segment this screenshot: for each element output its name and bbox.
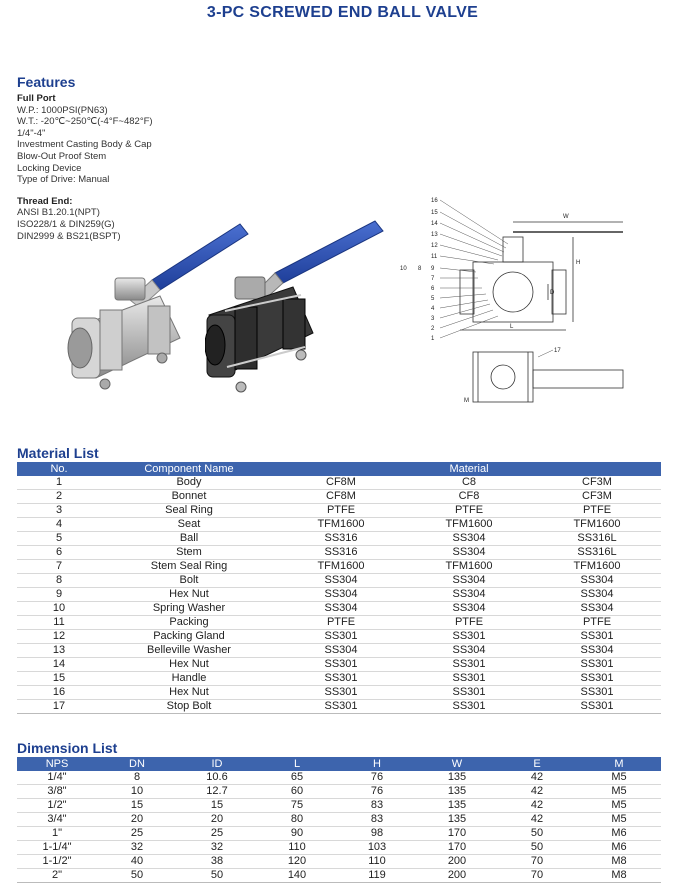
- black-valve-image: [205, 215, 395, 400]
- table-cell: 38: [177, 855, 257, 869]
- table-cell: 70: [497, 869, 577, 883]
- table-cell: 2": [17, 869, 97, 883]
- dimension-table-header: [17, 757, 661, 771]
- drawing-callout: 13: [431, 232, 438, 238]
- thread-line: ISO228/1 & DIN259(G): [17, 218, 115, 230]
- table-cell-m1: SS316: [277, 546, 405, 560]
- feature-line: Investment Casting Body & Cap: [17, 139, 152, 151]
- table-cell: 32: [177, 841, 257, 855]
- feature-line: Type of Drive: Manual: [17, 174, 110, 186]
- table-cell: 1": [17, 827, 97, 841]
- table-cell-name: Stop Bolt: [101, 700, 277, 714]
- table-cell-m3: SS301: [533, 630, 661, 644]
- table-cell-m3: SS301: [533, 686, 661, 700]
- table-cell: 50: [497, 827, 577, 841]
- table-cell: M8: [577, 869, 661, 883]
- table-row: [17, 546, 661, 560]
- table-cell: 8: [97, 771, 177, 785]
- table-cell: M6: [577, 841, 661, 855]
- table-cell-m3: SS301: [533, 658, 661, 672]
- table-cell-m1: CF8M: [277, 476, 405, 490]
- col-header: L: [257, 757, 337, 771]
- table-cell-m3: SS304: [533, 588, 661, 602]
- table-cell: M6: [577, 827, 661, 841]
- table-cell-no: 10: [17, 602, 101, 616]
- table-cell-m3: SS301: [533, 672, 661, 686]
- table-cell-m3: SS304: [533, 602, 661, 616]
- table-cell-m2: SS301: [405, 672, 533, 686]
- table-cell-m3: TFM1600: [533, 560, 661, 574]
- table-cell: M5: [577, 813, 661, 827]
- drawing-callout: 3: [431, 316, 435, 322]
- table-row: [17, 518, 661, 532]
- table-cell-m2: SS304: [405, 574, 533, 588]
- feature-line: W.T.: -20℃~250℃(-4°F~482°F): [17, 116, 153, 128]
- feature-line: 1/4"-4": [17, 127, 46, 139]
- col-header: DN: [97, 757, 177, 771]
- table-cell: 3/4": [17, 813, 97, 827]
- table-cell-m1: PTFE: [277, 504, 405, 518]
- table-cell: 10: [97, 785, 177, 799]
- table-cell-m1: SS304: [277, 644, 405, 658]
- table-cell: 70: [497, 855, 577, 869]
- table-cell-m2: PTFE: [405, 616, 533, 630]
- features-heading: Features: [17, 74, 76, 90]
- table-cell-m3: PTFE: [533, 504, 661, 518]
- table-cell: 42: [497, 785, 577, 799]
- table-row: [17, 869, 661, 883]
- table-row: [17, 827, 661, 841]
- table-cell-m2: SS301: [405, 658, 533, 672]
- table-cell: 40: [97, 855, 177, 869]
- feature-line: Blow-Out Proof Stem: [17, 150, 107, 162]
- table-row: [17, 644, 661, 658]
- drawing-callout: 4: [431, 306, 435, 312]
- table-cell: 98: [337, 827, 417, 841]
- table-cell: 1/2": [17, 799, 97, 813]
- table-cell-no: 17: [17, 700, 101, 714]
- table-cell-m2: C8: [405, 476, 533, 490]
- drawing-callout: 11: [431, 254, 438, 260]
- table-cell-no: 6: [17, 546, 101, 560]
- table-cell: 90: [257, 827, 337, 841]
- col-header: ID: [177, 757, 257, 771]
- table-cell-name: Belleville Washer: [101, 644, 277, 658]
- table-cell-m1: SS301: [277, 700, 405, 714]
- dim-w-label: W: [563, 214, 569, 220]
- drawing-callout: 9: [431, 266, 435, 272]
- table-cell-m2: SS301: [405, 630, 533, 644]
- table-row: [17, 855, 661, 869]
- table-row: [17, 476, 661, 490]
- table-cell: 32: [97, 841, 177, 855]
- table-row: [17, 560, 661, 574]
- table-row: [17, 799, 661, 813]
- feature-line: Locking Device: [17, 162, 82, 174]
- table-cell-m3: SS316L: [533, 546, 661, 560]
- thread-line: DIN2999 & BS21(BSPT): [17, 230, 121, 242]
- table-cell: 50: [177, 869, 257, 883]
- table-cell-m3: SS304: [533, 644, 661, 658]
- page-title: 3-PC SCREWED END BALL VALVE: [206, 4, 479, 21]
- table-cell: 110: [257, 841, 337, 855]
- table-cell: M5: [577, 771, 661, 785]
- table-cell: M5: [577, 799, 661, 813]
- dimension-table: [17, 757, 661, 883]
- table-cell: M5: [577, 785, 661, 799]
- col-header-material: Material: [277, 462, 661, 476]
- drawing-callout: 10: [400, 266, 407, 272]
- table-cell-m1: SS304: [277, 602, 405, 616]
- table-cell-m2: SS304: [405, 588, 533, 602]
- drawing-callout: 6: [431, 286, 435, 292]
- table-cell-m1: SS301: [277, 630, 405, 644]
- table-row: [17, 841, 661, 855]
- table-cell-m2: PTFE: [405, 504, 533, 518]
- material-table: [17, 462, 661, 714]
- table-cell-no: 4: [17, 518, 101, 532]
- table-cell: 135: [417, 813, 497, 827]
- table-cell-no: 7: [17, 560, 101, 574]
- table-cell-m1: CF8M: [277, 490, 405, 504]
- table-cell-m1: SS304: [277, 588, 405, 602]
- table-cell-name: Stem: [101, 546, 277, 560]
- table-cell: 76: [337, 785, 417, 799]
- drawing-callout: 16: [431, 198, 438, 204]
- table-cell-m1: SS301: [277, 658, 405, 672]
- drawing-callout: 12: [431, 243, 438, 249]
- table-row: [17, 813, 661, 827]
- drawing-callout: 14: [431, 221, 438, 227]
- table-cell: 20: [177, 813, 257, 827]
- table-cell-no: 5: [17, 532, 101, 546]
- table-cell-name: Handle: [101, 672, 277, 686]
- col-header: W: [417, 757, 497, 771]
- table-cell-name: Hex Nut: [101, 658, 277, 672]
- table-cell: 200: [417, 855, 497, 869]
- table-cell: 10.6: [177, 771, 257, 785]
- table-row: [17, 672, 661, 686]
- table-cell-m1: SS304: [277, 574, 405, 588]
- table-cell-m1: PTFE: [277, 616, 405, 630]
- table-row: [17, 785, 661, 799]
- table-cell: 25: [97, 827, 177, 841]
- drawing-callout: 1: [431, 336, 435, 342]
- table-cell-m3: PTFE: [533, 616, 661, 630]
- table-cell: 50: [97, 869, 177, 883]
- table-cell: 119: [337, 869, 417, 883]
- table-cell: 200: [417, 869, 497, 883]
- table-cell-m2: SS301: [405, 686, 533, 700]
- table-cell-m3: TFM1600: [533, 518, 661, 532]
- table-cell: 20: [97, 813, 177, 827]
- table-cell-name: Seat: [101, 518, 277, 532]
- table-cell-m1: SS301: [277, 672, 405, 686]
- table-cell: 60: [257, 785, 337, 799]
- table-cell: 1/4": [17, 771, 97, 785]
- drawing-callout: 8: [418, 266, 422, 272]
- table-row: [17, 630, 661, 644]
- col-header: M: [577, 757, 661, 771]
- drawing-callout: 2: [431, 326, 435, 332]
- table-cell: 140: [257, 869, 337, 883]
- col-header-no: No.: [17, 462, 101, 476]
- table-cell: 42: [497, 799, 577, 813]
- table-cell-name: Ball: [101, 532, 277, 546]
- table-cell: 135: [417, 799, 497, 813]
- dim-m-label: M: [464, 398, 469, 404]
- table-cell: 170: [417, 841, 497, 855]
- col-header: H: [337, 757, 417, 771]
- table-cell-m3: SS304: [533, 574, 661, 588]
- table-cell-m2: SS301: [405, 700, 533, 714]
- table-cell: 76: [337, 771, 417, 785]
- table-cell: M8: [577, 855, 661, 869]
- table-row: [17, 574, 661, 588]
- table-cell-no: 9: [17, 588, 101, 602]
- feature-line: W.P.: 1000PSI(PN63): [17, 104, 108, 116]
- table-row: [17, 700, 661, 714]
- table-cell: 75: [257, 799, 337, 813]
- table-row: [17, 658, 661, 672]
- table-cell-name: Packing Gland: [101, 630, 277, 644]
- table-cell-m1: TFM1600: [277, 560, 405, 574]
- table-cell: 3/8": [17, 785, 97, 799]
- drawing-callout: 17: [554, 348, 561, 354]
- table-cell: 135: [417, 771, 497, 785]
- table-cell: 135: [417, 785, 497, 799]
- dim-h-label: H: [576, 260, 581, 266]
- table-cell-name: Bolt: [101, 574, 277, 588]
- table-cell: 83: [337, 813, 417, 827]
- table-cell-m3: SS301: [533, 700, 661, 714]
- material-table-header: [17, 462, 661, 476]
- material-list-heading: Material List: [17, 445, 99, 461]
- table-cell-m2: TFM1600: [405, 560, 533, 574]
- table-row: [17, 504, 661, 518]
- thread-line: ANSI B1.20.1(NPT): [17, 207, 100, 219]
- full-port-label: Full Port: [17, 93, 56, 104]
- table-cell-m2: SS304: [405, 644, 533, 658]
- table-cell-no: 13: [17, 644, 101, 658]
- table-cell-name: Body: [101, 476, 277, 490]
- table-cell-m2: SS304: [405, 546, 533, 560]
- table-cell: 110: [337, 855, 417, 869]
- table-cell-m2: SS304: [405, 532, 533, 546]
- table-cell-m1: SS301: [277, 686, 405, 700]
- table-row: [17, 588, 661, 602]
- table-cell-name: Hex Nut: [101, 588, 277, 602]
- table-cell-no: 15: [17, 672, 101, 686]
- table-cell-no: 3: [17, 504, 101, 518]
- table-cell: 103: [337, 841, 417, 855]
- table-cell: 15: [97, 799, 177, 813]
- dim-d-label: D: [550, 290, 555, 296]
- table-cell-m3: CF3M: [533, 490, 661, 504]
- table-cell: 1-1/4": [17, 841, 97, 855]
- table-cell: 42: [497, 771, 577, 785]
- table-cell-name: Packing: [101, 616, 277, 630]
- table-cell: 120: [257, 855, 337, 869]
- table-cell: 42: [497, 813, 577, 827]
- table-cell-no: 1: [17, 476, 101, 490]
- table-cell-no: 14: [17, 658, 101, 672]
- table-cell-m1: TFM1600: [277, 518, 405, 532]
- table-cell-no: 16: [17, 686, 101, 700]
- table-cell-m2: CF8: [405, 490, 533, 504]
- table-row: [17, 602, 661, 616]
- table-cell-no: 8: [17, 574, 101, 588]
- table-cell-m2: SS304: [405, 602, 533, 616]
- table-cell-m2: TFM1600: [405, 518, 533, 532]
- table-cell-no: 11: [17, 616, 101, 630]
- table-cell: 12.7: [177, 785, 257, 799]
- dimension-list-heading: Dimension List: [17, 740, 118, 756]
- table-cell: 25: [177, 827, 257, 841]
- table-cell-m3: SS316L: [533, 532, 661, 546]
- table-cell-no: 12: [17, 630, 101, 644]
- table-cell-name: Stem Seal Ring: [101, 560, 277, 574]
- table-cell-m3: CF3M: [533, 476, 661, 490]
- table-cell: 80: [257, 813, 337, 827]
- table-cell-name: Seal Ring: [101, 504, 277, 518]
- table-cell: 50: [497, 841, 577, 855]
- col-header-component: Component Name: [101, 462, 277, 476]
- table-cell-m1: SS316: [277, 532, 405, 546]
- table-row: [17, 490, 661, 504]
- table-cell-name: Spring Washer: [101, 602, 277, 616]
- table-row: [17, 616, 661, 630]
- table-cell-no: 2: [17, 490, 101, 504]
- table-cell-name: Bonnet: [101, 490, 277, 504]
- table-cell: 15: [177, 799, 257, 813]
- table-cell: 83: [337, 799, 417, 813]
- table-cell: 65: [257, 771, 337, 785]
- table-cell: 170: [417, 827, 497, 841]
- drawing-callout: 5: [431, 296, 435, 302]
- col-header: NPS: [17, 757, 97, 771]
- table-cell: 1-1/2": [17, 855, 97, 869]
- technical-drawing: [398, 192, 633, 414]
- table-cell-name: Hex Nut: [101, 686, 277, 700]
- table-row: [17, 771, 661, 785]
- table-row: [17, 686, 661, 700]
- drawing-callout: 7: [431, 276, 435, 282]
- thread-end-label: Thread End:: [17, 195, 73, 207]
- drawing-callout: 15: [431, 210, 438, 216]
- col-header: E: [497, 757, 577, 771]
- dim-l-label: L: [510, 324, 514, 330]
- table-row: [17, 532, 661, 546]
